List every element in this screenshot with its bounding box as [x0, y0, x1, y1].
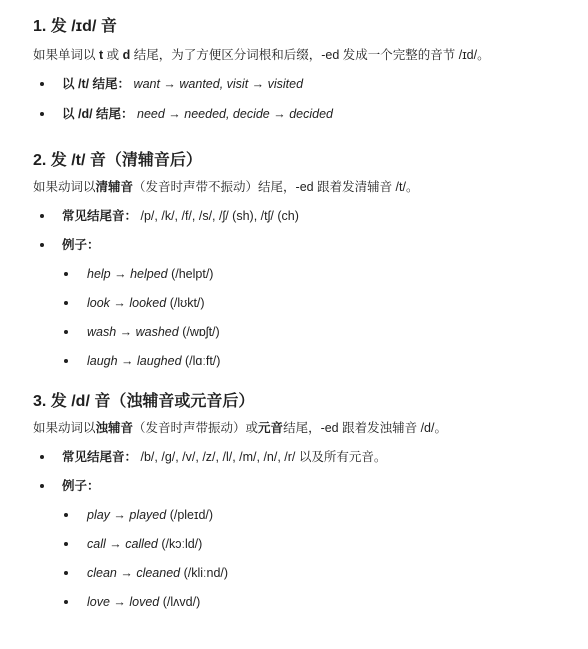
item-text: /b/, /g/, /v/, /z/, /l/, /m/, /n/, /r/ 以及所有元音。: [140, 450, 387, 464]
bullet-list: [33, 448, 588, 611]
item-label: 以 /t/ 结尾：: [62, 77, 131, 91]
example-word: laugh → laughed: [87, 354, 182, 368]
section-id-sound: [33, 14, 588, 123]
example-item: [33, 352, 588, 370]
section-description: [33, 46, 588, 64]
item-text: need → needed, decide → decided: [137, 107, 333, 121]
example-item: [33, 535, 588, 553]
example-ipa: (/helpt/): [167, 267, 214, 281]
desc-bold: t: [98, 48, 104, 62]
desc-text: 如果动词以: [33, 421, 96, 435]
item-label: 常见结尾音：: [62, 209, 138, 223]
example-word: look → looked: [87, 296, 167, 310]
desc-text: 结尾，-ed 跟着发浊辅音 /d/。: [283, 421, 447, 435]
example-ipa: (/lʌvd/): [159, 595, 201, 609]
bullet-list: [33, 75, 588, 123]
example-ipa: (/wɒʃt/): [178, 325, 220, 339]
example-item: [33, 564, 588, 582]
list-item: [33, 448, 588, 466]
example-ipa: (/lɑːft/): [181, 354, 221, 368]
example-word: call → called: [87, 537, 158, 551]
list-item: [33, 105, 588, 123]
section-title: 1. 发 /ɪd/ 音: [33, 18, 117, 35]
example-ipa: (/kliːnd/): [180, 566, 229, 580]
section-description: [33, 419, 588, 437]
item-label: 常见结尾音：: [62, 450, 138, 464]
example-word: play → played: [87, 508, 167, 522]
section-t-sound: [33, 148, 588, 370]
item-text: want → wanted, visit → visited: [133, 77, 304, 91]
desc-bold: 清辅音: [95, 180, 134, 194]
list-item: [33, 236, 588, 370]
example-ipa: (/lʊkt/): [166, 296, 205, 310]
desc-text: （发音时声带不振动）结尾，-ed 跟着发清辅音 /t/。: [133, 180, 419, 194]
section-title: 2. 发 /t/ 音（清辅音后）: [33, 152, 202, 169]
example-item: [33, 323, 588, 341]
example-word: clean → cleaned: [87, 566, 181, 580]
desc-bold: d: [122, 48, 131, 62]
section-title: 3. 发 /d/ 音（浊辅音或元音后）: [33, 393, 255, 410]
bullet-list: [33, 207, 588, 370]
desc-text: （发音时声带振动）或: [133, 421, 259, 435]
example-word: love → loved: [87, 595, 160, 609]
example-item: [33, 506, 588, 524]
example-word: help → helped: [87, 267, 168, 281]
item-label: 例子：: [62, 238, 100, 252]
section-description: [33, 178, 588, 196]
desc-text: 如果动词以: [33, 180, 96, 194]
example-list: [33, 506, 588, 611]
example-list: [33, 265, 588, 370]
list-item: [33, 207, 588, 225]
item-label: 例子：: [62, 479, 100, 493]
desc-bold: 元音: [258, 421, 284, 435]
example-word: wash → washed: [87, 325, 179, 339]
desc-text: 结尾，为了方便区分词根和后缀，-ed 发成一个完整的音节 /ɪd/。: [130, 48, 490, 62]
list-item: [33, 75, 588, 93]
example-ipa: (/pleɪd/): [166, 508, 214, 522]
item-text: /p/, /k/, /f/, /s/, /ʃ/ (sh), /tʃ/ (ch): [140, 209, 299, 223]
desc-text: 如果单词以: [33, 48, 99, 62]
example-item: [33, 294, 588, 312]
example-ipa: (/kɔːld/): [157, 537, 203, 551]
section-d-sound: [33, 389, 588, 611]
example-item: [33, 593, 588, 611]
list-item: [33, 477, 588, 611]
item-label: 以 /d/ 结尾：: [62, 107, 134, 121]
desc-text: 或: [103, 48, 123, 62]
desc-bold: 浊辅音: [95, 421, 134, 435]
example-item: [33, 265, 588, 283]
